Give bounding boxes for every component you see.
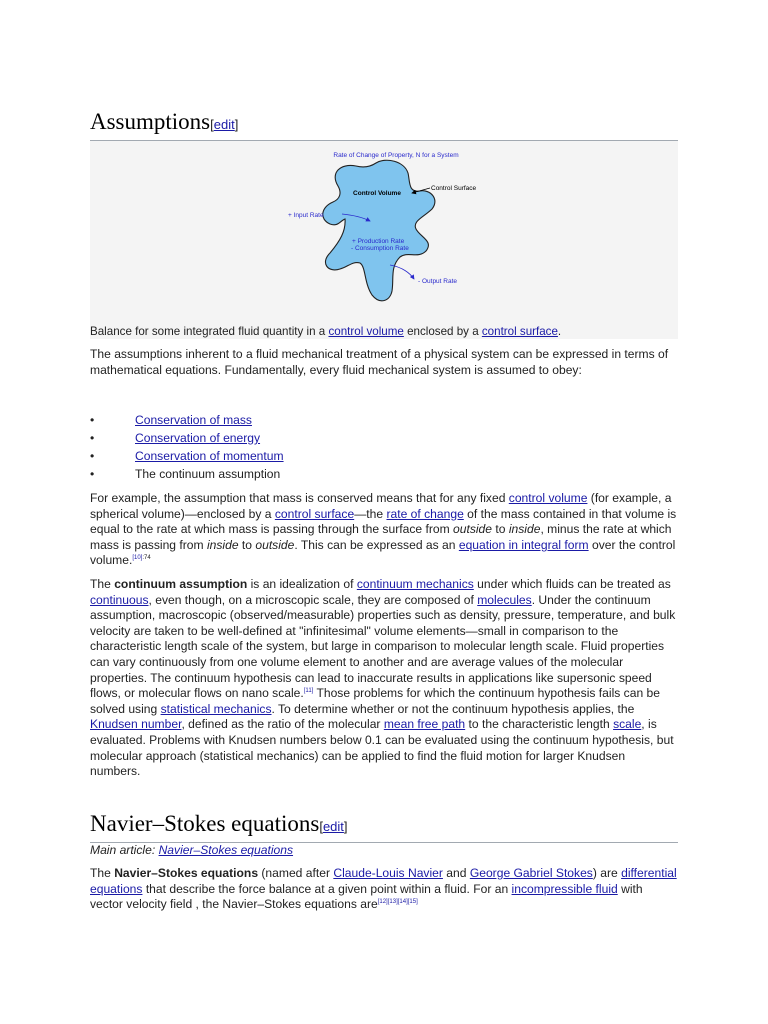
figure-caption: Balance for some integrated fluid quantity in a control volume enclosed by a control surface.	[90, 325, 562, 338]
intro-paragraph: The assumptions inherent to a fluid mechanical treatment of a physical system can be expressed in terms of mathematical equations. Fundamentally, every fluid mechanical system is assumed to obey:	[90, 347, 669, 377]
incompressible-fluid-link[interactable]: incompressible fluid	[511, 881, 618, 896]
continuous-link[interactable]: continuous	[90, 592, 149, 607]
section-title: Navier–Stokes equations	[90, 811, 320, 836]
knudsen-number-link[interactable]: Knudsen number	[90, 717, 182, 732]
navier-stokes-paragraph: The Navier–Stokes equations (named after Claude-Louis Navier and George Gabriel Stokes) are differential equations that describe the force balance at a given point within a fluid. For an incompressible fluid with vector velocity field , the Navier–Stokes equations are[12][13][14][15]	[90, 866, 677, 912]
differential-equations-link[interactable]: differential equations	[90, 866, 677, 896]
assumption-list	[90, 411, 678, 483]
navier-link[interactable]: Claude-Louis Navier	[333, 866, 443, 880]
continuum-paragraph: The continuum assumption is an idealization of continuum mechanics under which fluids can be treated as continuous, even though, on a microscopic scale, they are composed of molecules. Under the continuum assumption, macroscopic (observed/measurable) properties such as density, pressure, temperature, and bulk velocity are taken to be well-defined at "infinitesimal" volume elements—small in comparison to the characteristic length scale of the system, but large in comparison to molecular length scale. Fluid properties can vary continuously from one volume element to another and are average values of the molecular properties. The continuum hypothesis can lead to inaccurate results in applications like supersonic speed flows, or molecular flows on nano scale.[11] Those problems for which the continuum hypothesis fails can be solved using statistical mechanics. To determine whether or not the continuum hypothesis applies, the Knudsen number, defined as the ratio of the molecular mean free path to the characteristic length scale, is evaluated. Problems with Knudsen numbers below 0.1 can be evaluated using the continuum hypothesis, but molecular approach (statistical mechanics) can be applied to find the fluid motion for larger Knudsen numbers.	[90, 577, 676, 779]
mean-free-path-link[interactable]: mean free path	[383, 717, 466, 732]
consumption-rate-label: - Consumption Rate	[351, 245, 409, 252]
control-surface-link[interactable]: control surface	[274, 506, 355, 521]
control-volume-label: Control Volume	[353, 190, 401, 197]
conservation-of-mass-link[interactable]: Conservation of mass	[135, 413, 252, 427]
conservation-of-energy-link[interactable]: Conservation of energy	[135, 431, 261, 445]
list-item: • Conservation of energy	[90, 431, 261, 445]
section-heading-assumptions	[90, 108, 678, 141]
reference-link[interactable]: [11]	[303, 688, 314, 695]
edit-link[interactable]: edit	[322, 819, 344, 834]
production-rate-label: + Production Rate	[352, 238, 405, 245]
input-rate-label: + Input Rate	[288, 212, 324, 219]
edit-link[interactable]: edit	[213, 117, 235, 132]
figure-top-label: Rate of Change of Property, N for a System	[333, 152, 459, 159]
continuum-assumption-text: The continuum assumption	[135, 467, 281, 481]
section-title: Assumptions	[90, 109, 211, 134]
reference-link[interactable]: [12][13][14][15]	[377, 899, 418, 906]
control-surface-label: Control Surface	[431, 185, 477, 192]
continuum-mechanics-link[interactable]: continuum mechanics	[356, 577, 474, 591]
control-volume-link[interactable]: control volume	[508, 491, 588, 505]
statistical-mechanics-link[interactable]: statistical mechanics	[160, 701, 272, 716]
scale-link[interactable]: scale	[613, 717, 642, 732]
edit-section-link[interactable]: [edit]	[210, 117, 239, 132]
caption-control-volume-link[interactable]: control volume	[328, 325, 404, 338]
section-heading-navier-stokes	[90, 810, 678, 843]
main-article-link[interactable]: Navier–Stokes equations	[158, 843, 294, 857]
stokes-link[interactable]: George Gabriel Stokes	[469, 866, 593, 880]
integral-form-link[interactable]: equation in integral form	[458, 537, 589, 552]
list-item: • The continuum assumption	[90, 467, 281, 481]
list-item: • Conservation of momentum	[90, 449, 284, 463]
caption-control-surface-link[interactable]: control surface	[481, 325, 558, 338]
edit-section-link[interactable]: [edit]	[319, 819, 348, 834]
main-article-note: Main article: Navier–Stokes equations	[90, 843, 294, 857]
control-volume-diagram	[90, 141, 678, 339]
mass-conservation-paragraph: For example, the assumption that mass is conserved means that for any fixed control volume (for example, a spherical volume)—enclosed by a control surface—the rate of change of the mass contained in that volume is equal to the rate at which mass is passing through the surface from outside to inside, minus the rate at which mass is passing from inside to outside. This can be expressed as an equation in integral form over the control volume.$^{[10]:74}$	[90, 491, 677, 568]
control-volume-figure	[90, 141, 678, 339]
conservation-of-momentum-link[interactable]: Conservation of momentum	[135, 449, 284, 463]
list-item: • Conservation of mass	[90, 413, 252, 427]
reference-link[interactable]: [10]	[132, 555, 143, 562]
output-rate-label: - Output Rate	[418, 278, 458, 285]
molecules-link[interactable]: molecules	[477, 592, 532, 607]
rate-of-change-link[interactable]: rate of change	[386, 506, 464, 521]
